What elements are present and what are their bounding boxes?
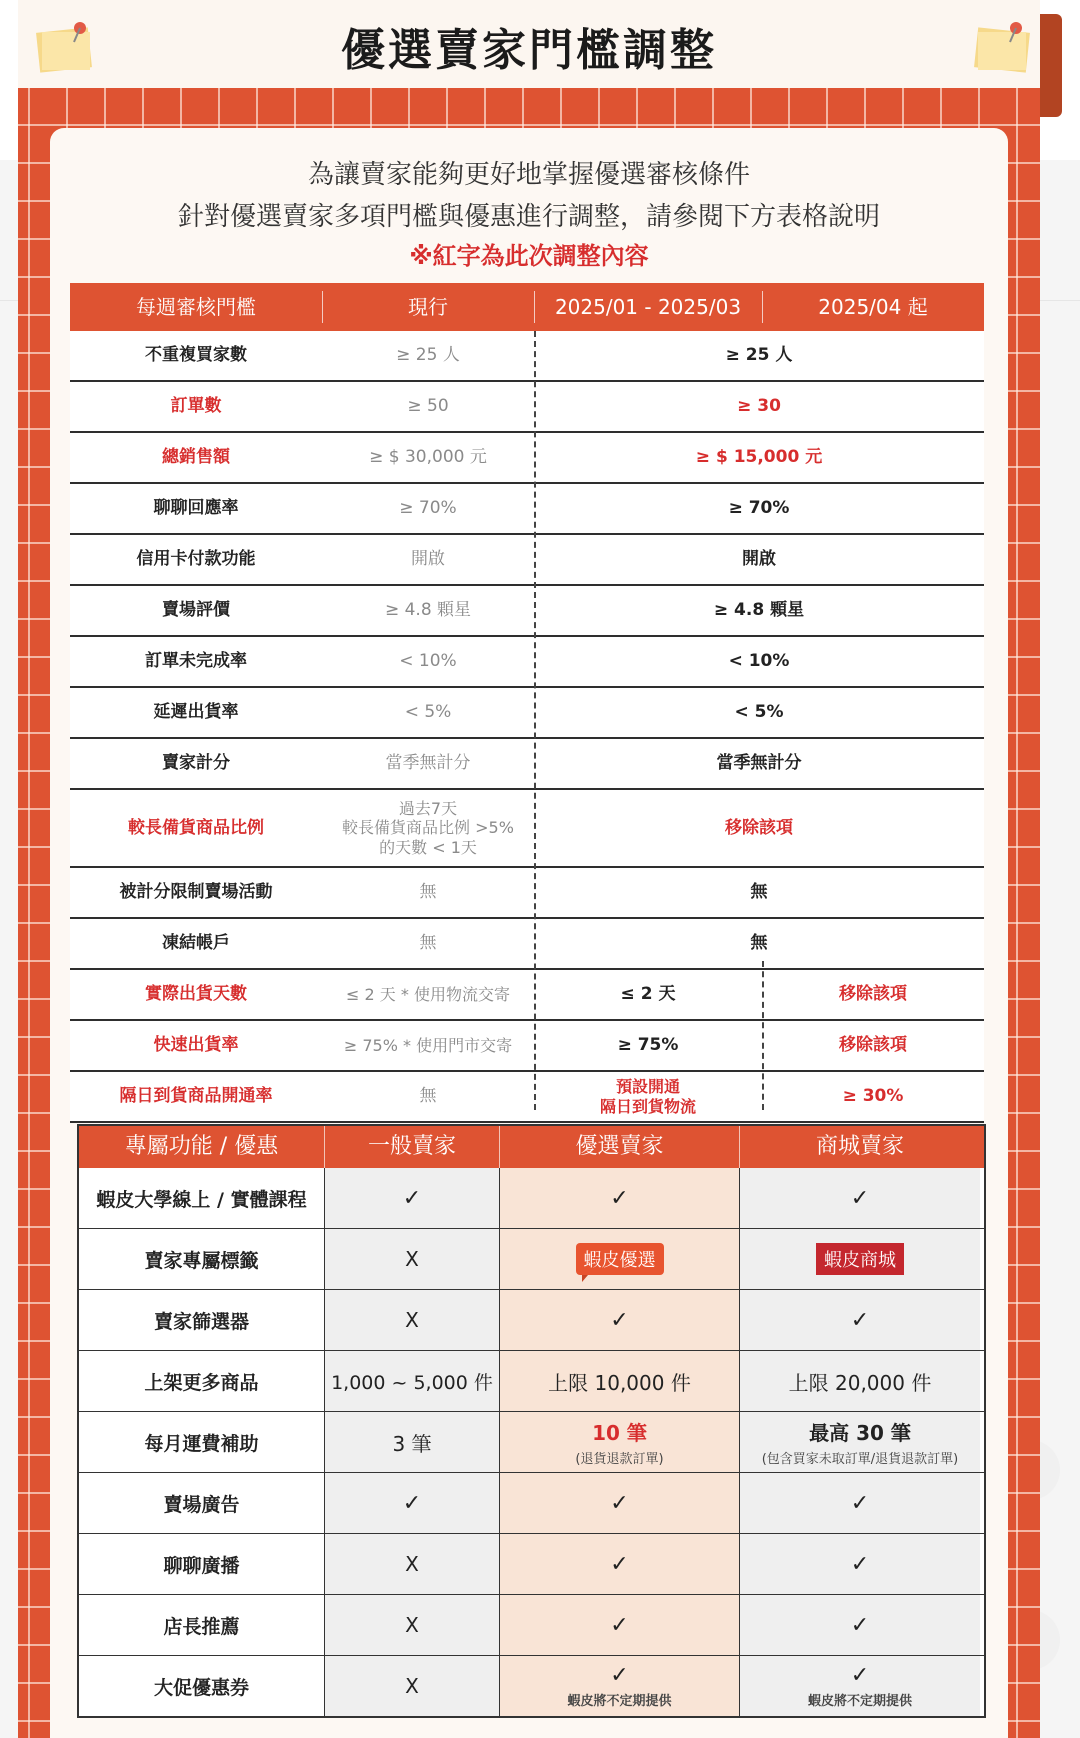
current-value: 無 xyxy=(419,1086,437,1107)
mall-value: ✓ xyxy=(740,1534,980,1594)
column-header: 2025/01 - 2025/03 xyxy=(554,295,742,319)
q1-value: ≥ 75% xyxy=(617,1035,679,1056)
general-value: X xyxy=(325,1290,500,1350)
benefit-label: 聊聊廣播 xyxy=(79,1534,325,1594)
benefit-label: 大促優惠券 xyxy=(79,1656,325,1716)
column-header: 現行 xyxy=(408,295,448,319)
table-row xyxy=(79,1595,984,1656)
table-row xyxy=(79,1229,984,1290)
table-row xyxy=(70,637,984,688)
new-value: ≥ 70% xyxy=(728,498,790,519)
side-tab[interactable] xyxy=(1040,14,1062,117)
table-row xyxy=(79,1473,984,1534)
current-value: 開啟 xyxy=(411,549,445,570)
row-label: 總銷售額 xyxy=(162,447,230,468)
benefit-label: 蝦皮大學線上 / 實體課程 xyxy=(79,1168,325,1228)
table-row xyxy=(70,331,984,382)
preferred-value: ✓ xyxy=(500,1290,740,1350)
mall-value: ✓ xyxy=(740,1473,980,1533)
table-row xyxy=(70,970,984,1021)
current-value: ≥ 4.8 顆星 xyxy=(384,600,472,621)
table-row xyxy=(79,1351,984,1412)
row-label: 信用卡付款功能 xyxy=(136,549,256,570)
q2-value: ≥ 30% xyxy=(842,1086,904,1107)
row-label: 實際出貨天數 xyxy=(145,984,247,1005)
current-value: < 5% xyxy=(404,702,452,723)
table-row xyxy=(70,586,984,637)
benefits-table xyxy=(77,1124,986,1718)
general-value: X xyxy=(325,1595,500,1655)
preferred-value: ✓ xyxy=(500,1534,740,1594)
general-value: X xyxy=(325,1656,500,1716)
preferred-value: ✓ xyxy=(500,1168,740,1228)
column-header: 每週審核門檻 xyxy=(136,295,256,319)
page-title: 優選賣家門檻調整 xyxy=(341,25,717,76)
column-header: 一般賣家 xyxy=(325,1126,500,1168)
new-value: 當季無計分 xyxy=(716,753,802,774)
general-value: ✓ xyxy=(325,1473,500,1533)
table-row xyxy=(79,1168,984,1229)
new-value: 無 xyxy=(750,933,768,954)
table-row xyxy=(70,433,984,484)
preferred-value xyxy=(500,1229,740,1289)
table-row xyxy=(79,1290,984,1351)
mall-value: ✓ xyxy=(740,1290,980,1350)
q2-value: 移除該項 xyxy=(839,984,907,1005)
row-label: 凍結帳戶 xyxy=(162,933,230,954)
new-value: ≥ 4.8 顆星 xyxy=(713,600,805,621)
column-header: 2025/04 起 xyxy=(818,295,928,319)
threshold-table xyxy=(70,283,984,1123)
column-header: 優選賣家 xyxy=(500,1126,740,1168)
current-value: 無 xyxy=(419,933,437,954)
intro-line-2: 針對優選賣家多項門檻與優惠進行調整，請參閱下方表格說明 xyxy=(177,202,880,232)
preferred-value: ✓ xyxy=(500,1595,740,1655)
table-row xyxy=(79,1412,984,1473)
mall-value: ✓ 蝦皮將不定期提供 xyxy=(740,1656,980,1716)
table-row xyxy=(70,688,984,739)
column-header: 專屬功能 / 優惠 xyxy=(79,1126,325,1168)
threshold-table-header xyxy=(70,283,984,331)
new-value: < 10% xyxy=(728,651,790,672)
row-label: 延遲出貨率 xyxy=(153,702,239,723)
q1-value: 預設開通 隔日到貨物流 xyxy=(599,1077,696,1116)
intro-line-1: 為讓賣家能夠更好地掌握優選審核條件 xyxy=(307,160,750,190)
benefit-label: 店長推薦 xyxy=(79,1595,325,1655)
benefit-label: 每月運費補助 xyxy=(79,1412,325,1472)
row-label: 賣家計分 xyxy=(162,753,230,774)
general-value: ✓ xyxy=(325,1168,500,1228)
mall-value: 最高 30 筆 (包含買家未取訂單/退貨退款訂單) xyxy=(740,1412,980,1472)
mall-seller-tag: 蝦皮商城 xyxy=(816,1243,904,1275)
table-row xyxy=(70,484,984,535)
current-value: ≥ 25 人 xyxy=(396,345,460,366)
current-value: ≥ 75% * 使用門市交寄 xyxy=(343,1035,513,1055)
benefit-label: 賣家專屬標籤 xyxy=(79,1229,325,1289)
table-row xyxy=(70,790,984,868)
row-label: 賣場評價 xyxy=(162,600,230,621)
preferred-seller-tag: 蝦皮優選 xyxy=(576,1243,664,1275)
table-row xyxy=(70,919,984,970)
new-value: 無 xyxy=(750,882,768,903)
announcement-poster xyxy=(18,0,1040,1738)
title-bar xyxy=(18,0,1040,88)
benefit-label: 賣場廣告 xyxy=(79,1473,325,1533)
table-row xyxy=(70,535,984,586)
intro-note: ※紅字為此次調整內容 xyxy=(409,242,649,270)
preferred-value: 10 筆 (退貨退款訂單) xyxy=(500,1412,740,1472)
mall-value: 上限 20,000 件 xyxy=(740,1351,980,1411)
benefit-label: 賣家篩選器 xyxy=(79,1290,325,1350)
row-label: 聊聊回應率 xyxy=(153,498,239,519)
table-row xyxy=(70,382,984,433)
table-row xyxy=(70,739,984,790)
benefits-table-header xyxy=(79,1126,984,1168)
row-label: 快速出貨率 xyxy=(153,1035,239,1056)
preferred-value: ✓ 蝦皮將不定期提供 xyxy=(500,1656,740,1716)
q1-value: ≤ 2 天 xyxy=(620,984,676,1005)
content-card xyxy=(50,128,1008,1738)
row-label: 較長備貨商品比例 xyxy=(128,817,264,838)
row-label: 隔日到貨商品開通率 xyxy=(119,1086,273,1107)
table-row xyxy=(70,1072,984,1123)
row-label: 訂單未完成率 xyxy=(145,651,247,672)
new-value: < 5% xyxy=(734,702,784,723)
q2-value: 移除該項 xyxy=(839,1035,907,1056)
current-value: ≥ $ 30,000 元 xyxy=(369,447,487,468)
current-value: ≥ 50 xyxy=(407,396,449,417)
mall-value: ✓ xyxy=(740,1595,980,1655)
current-value: 當季無計分 xyxy=(385,753,471,774)
benefit-label: 上架更多商品 xyxy=(79,1351,325,1411)
current-value: 過去7天 較長備貨商品比例 >5% 的天數 < 1天 xyxy=(342,799,514,857)
row-label: 不重複買家數 xyxy=(145,345,247,366)
new-value: 移除該項 xyxy=(725,817,793,838)
mall-value xyxy=(740,1229,980,1289)
column-header: 商城賣家 xyxy=(815,1134,904,1159)
new-value: ≥ 30 xyxy=(737,396,781,417)
new-value: 開啟 xyxy=(742,549,776,570)
general-value: 3 筆 xyxy=(325,1412,500,1472)
current-value: < 10% xyxy=(399,651,457,672)
column-divider xyxy=(762,961,764,1110)
general-value: X xyxy=(325,1229,500,1289)
new-value: ≥ $ 15,000 元 xyxy=(695,447,823,468)
sticky-note-icon xyxy=(968,20,1038,74)
preferred-value: ✓ xyxy=(500,1473,740,1533)
new-value: ≥ 25 人 xyxy=(725,345,793,366)
row-label: 被計分限制賣場活動 xyxy=(119,882,273,903)
row-label: 訂單數 xyxy=(170,396,222,417)
table-row xyxy=(70,1021,984,1072)
table-row xyxy=(79,1534,984,1595)
current-value: ≤ 2 天 * 使用物流交寄 xyxy=(346,984,510,1004)
general-value: 1,000 ~ 5,000 件 xyxy=(325,1351,500,1411)
column-divider xyxy=(534,331,536,1110)
table-row xyxy=(70,868,984,919)
current-value: 無 xyxy=(419,882,437,903)
current-value: ≥ 70% xyxy=(399,498,457,519)
preferred-value: 上限 10,000 件 xyxy=(500,1351,740,1411)
table-row xyxy=(79,1656,984,1717)
general-value: X xyxy=(325,1534,500,1594)
mall-value: ✓ xyxy=(740,1168,980,1228)
